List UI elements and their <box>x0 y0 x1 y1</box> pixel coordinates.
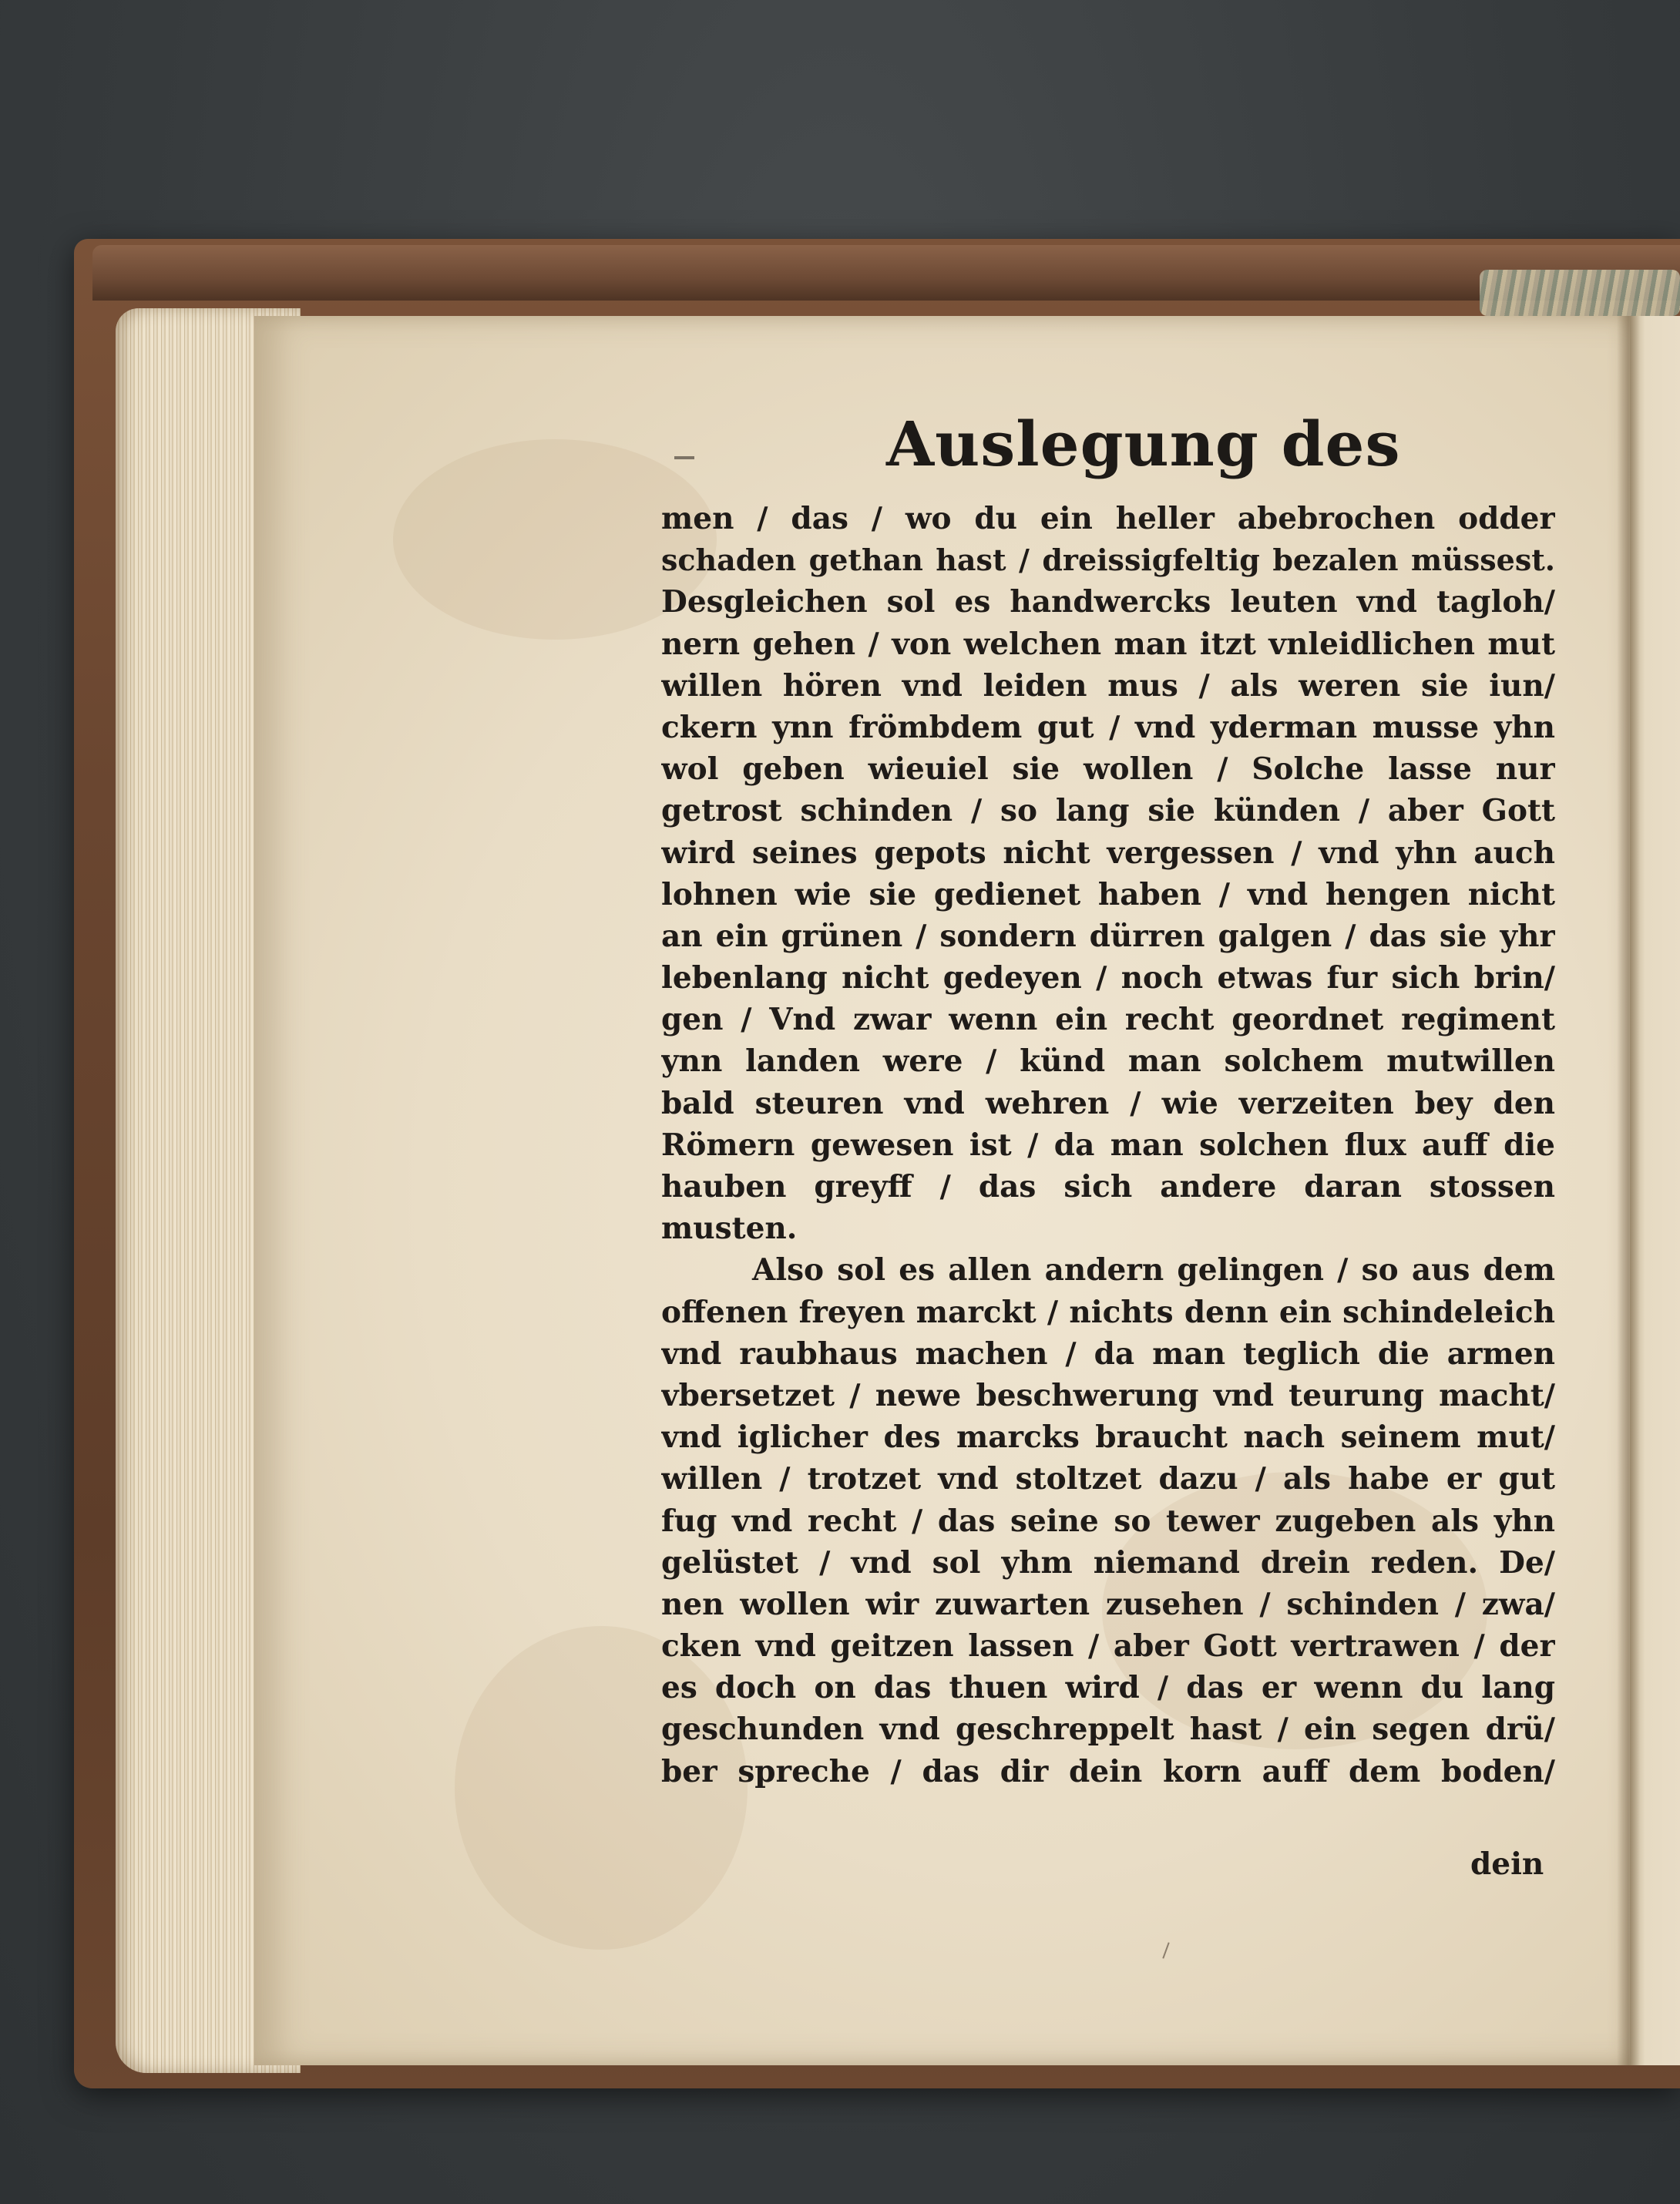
text-line: Also sol es allen andern gelingen / so aus dem <box>752 1252 1555 1288</box>
text-line: lebenlang nicht gedeyen / noch etwas fur sich brin/ <box>661 960 1555 996</box>
text-line: getrost schinden / so lang sie künden / aber Gott <box>661 793 1555 829</box>
text-line: cken vnd geitzen lassen / aber Gott vertrawen / der <box>661 1628 1555 1665</box>
text-line: hauben greyff / das sich andere daran stossen <box>661 1169 1555 1204</box>
text-line: Römern gewesen ist / da man solchen flux auff die <box>661 1127 1555 1163</box>
text-line: gen / Vnd zwar wenn ein recht geordnet regiment <box>661 1002 1555 1038</box>
text-line: gelüstet / vnd sol yhm niemand drein reden. De/ <box>661 1544 1555 1581</box>
gutter-shadow <box>1617 316 1640 2065</box>
text-line: nen wollen wir zuwarten zusehen / schinden / zwa/ <box>661 1586 1555 1622</box>
text-line: es doch on das thuen wird / das er wenn du lang <box>661 1670 1555 1706</box>
text-line: ynn landen were / künd man solchem mutwillen <box>661 1043 1555 1080</box>
text-line: lohnen wie sie gedienet haben / vnd hengen nicht <box>661 876 1555 912</box>
text-line: willen hören vnd leiden mus / als weren sie iun/ <box>661 667 1555 704</box>
text-line: wol geben wieuiel sie wollen / Solche lasse nur <box>661 751 1555 788</box>
body-text <box>661 498 1555 1792</box>
text-line: fug vnd recht / das seine so tewer zugeben als yhn <box>661 1503 1555 1539</box>
text-line: vbersetzet / newe beschwerung vnd teurung macht/ <box>661 1377 1555 1413</box>
running-head: Auslegung des <box>886 408 1401 480</box>
text-line: geschunden vnd geschreppelt hast / ein segen drü/ <box>661 1712 1555 1748</box>
text-line: wird seines gepots nicht vergessen / vnd yhn auch <box>661 835 1555 871</box>
text-line: offenen freyen marckt / nichts denn ein schindeleich <box>661 1294 1555 1330</box>
cover-top-edge <box>92 245 1680 301</box>
text-line: schaden gethan hast / dreissigfeltig bezalen müssest. <box>661 543 1555 578</box>
text-line: ber spreche / das dir dein korn auff dem boden/ <box>661 1753 1555 1789</box>
text-line: ckern ynn frömbdem gut / vnd yderman musse yhn <box>661 709 1555 745</box>
text-line: nern gehen / von welchen man itzt vnleidlichen mut <box>661 626 1555 662</box>
text-line: musten. <box>661 1211 798 1247</box>
text-line: Desgleichen sol es handwercks leuten vnd tagloh/ <box>661 584 1555 620</box>
text-line: willen / trotzet vnd stoltzet dazu / als habe er gut <box>661 1461 1555 1497</box>
text-line: bald steuren vnd wehren / wie verzeiten bey den <box>661 1085 1555 1121</box>
text-line: vnd iglicher des marcks braucht nach seinem mut/ <box>661 1419 1555 1456</box>
text-line: vnd raubhaus machen / da man teglich die armen <box>661 1336 1555 1372</box>
running-head-mark <box>674 456 694 459</box>
text-line: men / das / wo du ein heller abebrochen odder <box>661 501 1555 536</box>
headband <box>1480 270 1680 316</box>
text-line: an ein grünen / sondern dürren galgen / das sie yhr <box>661 918 1555 954</box>
catchword: dein <box>1470 1846 1544 1882</box>
